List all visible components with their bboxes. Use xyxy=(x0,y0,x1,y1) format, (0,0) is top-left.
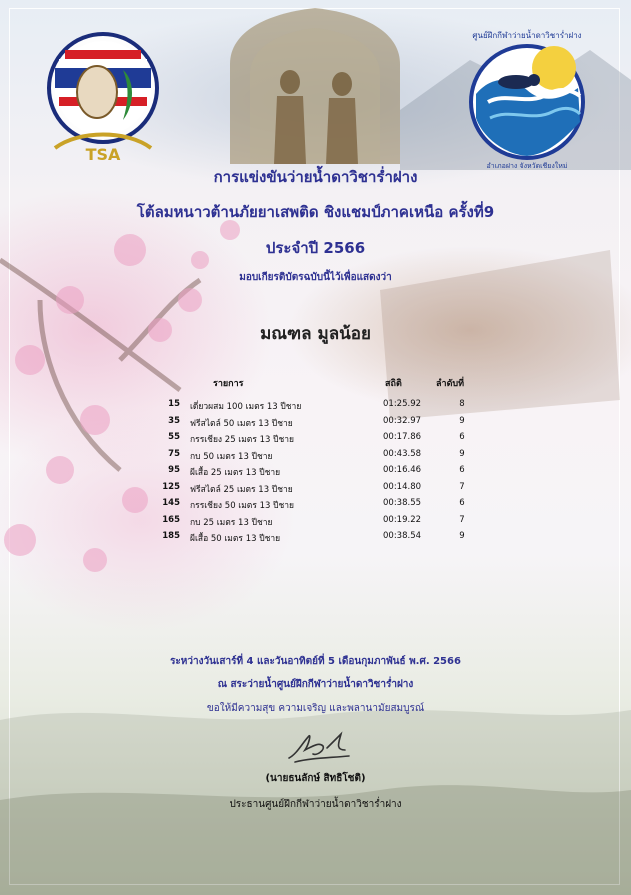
event-number: 145 xyxy=(162,498,180,508)
event-number: 95 xyxy=(168,465,180,475)
event-rank: 6 xyxy=(459,465,465,475)
event-name: กบ 25 เมตร 13 ปีชาย xyxy=(190,518,273,528)
event-time: 00:38.55 xyxy=(383,498,422,508)
event-rank: 8 xyxy=(459,399,465,409)
swim-club-logo xyxy=(468,22,586,172)
table-row xyxy=(0,515,631,531)
event-name: ฟรีสไตล์ 25 เมตร 13 ปีชาย xyxy=(190,485,293,495)
event-number: 15 xyxy=(168,399,180,409)
table-row xyxy=(0,399,631,415)
signature xyxy=(283,728,355,764)
tsa-logo xyxy=(39,30,167,165)
event-rank: 9 xyxy=(459,416,465,426)
swim-club-ring-top: ศูนย์ฝึกกีฬาว่ายน้ำดาวิชาร่ำฝาง xyxy=(472,31,582,40)
table-row xyxy=(0,465,631,481)
event-number: 125 xyxy=(162,482,180,492)
header-time: สถิติ xyxy=(385,379,402,389)
table-row xyxy=(0,432,631,448)
event-time: 00:14.80 xyxy=(383,482,422,492)
event-rank: 7 xyxy=(459,515,465,525)
event-name: กบ 50 เมตร 13 ปีชาย xyxy=(190,452,273,462)
table-row xyxy=(0,531,631,547)
event-name: เดี่ยวผสม 100 เมตร 13 ปีชาย xyxy=(190,402,302,412)
header-event: รายการ xyxy=(213,379,244,389)
event-name: กรรเชียง 25 เมตร 13 ปีชาย xyxy=(190,435,295,445)
event-number: 165 xyxy=(162,515,180,525)
event-number: 55 xyxy=(168,432,180,442)
event-number: 75 xyxy=(168,449,180,459)
event-time: 00:16.46 xyxy=(383,465,422,475)
event-number: 35 xyxy=(168,416,180,426)
event-rank: 7 xyxy=(459,482,465,492)
table-row xyxy=(0,416,631,432)
event-rank: 6 xyxy=(459,498,465,508)
event-time: 01:25.92 xyxy=(383,399,422,409)
table-row xyxy=(0,482,631,498)
event-time: 00:38.54 xyxy=(383,531,422,541)
event-rank: 9 xyxy=(459,449,465,459)
signer-position: ประธานศูนย์ฝึกกีฬาว่ายน้ำดาวิชาร่ำฝาง xyxy=(229,799,402,810)
tsa-logo-text: TSA xyxy=(85,145,121,164)
event-rank: 9 xyxy=(459,531,465,541)
recipient-name: มณฑล มูลน้อย xyxy=(260,324,371,344)
wish-text: ขอให้มีความสุข ความเจริญ และพลานามัยสมบูรณ์ xyxy=(206,703,425,714)
event-name: ฟรีสไตล์ 50 เมตร 13 ปีชาย xyxy=(190,419,293,429)
event-venue: ณ สระว่ายน้ำศูนย์ฝึกกีฬาว่ายน้ำดาวิชาร่ำฝาง xyxy=(217,679,414,690)
title-line-3: ประจำปี 2566 xyxy=(265,239,366,257)
signer-name: (นายธนลักษ์ สิทธิโชติ) xyxy=(265,773,366,784)
event-date: ระหว่างวันเสาร์ที่ 4 และวันอาทิตย์ที่ 5 เดือนกุมภาพันธ์ พ.ศ. 2566 xyxy=(170,656,461,667)
event-name: กรรเชียง 50 เมตร 13 ปีชาย xyxy=(190,501,295,511)
event-rank: 6 xyxy=(459,432,465,442)
table-row xyxy=(0,498,631,514)
table-row xyxy=(0,449,631,465)
title-line-2: โต้ลมหนาวต้านภัยยาเสพติด ชิงแชมป์ภาคเหนือ ครั้งที่9 xyxy=(136,203,495,221)
title-line-1: การแข่งขันว่ายน้ำดาวิชาร่ำฝาง xyxy=(213,168,418,186)
monument-image xyxy=(222,4,408,164)
event-time: 00:43.58 xyxy=(383,449,422,459)
event-number: 185 xyxy=(162,531,180,541)
event-time: 00:17.86 xyxy=(383,432,422,442)
certify-text: มอบเกียรติบัตรฉบับนี้ไว้เพื่อแสดงว่า xyxy=(239,272,392,283)
header-rank: ลำดับที่ xyxy=(436,379,465,389)
event-time: 00:19.22 xyxy=(383,515,422,525)
swim-club-ring-bottom: อำเภอฝาง จังหวัดเชียงใหม่ xyxy=(486,162,568,170)
event-time: 00:32.97 xyxy=(383,416,422,426)
event-name: ผีเสื้อ 25 เมตร 13 ปีชาย xyxy=(190,468,281,478)
event-name: ผีเสื้อ 50 เมตร 13 ปีชาย xyxy=(190,534,281,544)
